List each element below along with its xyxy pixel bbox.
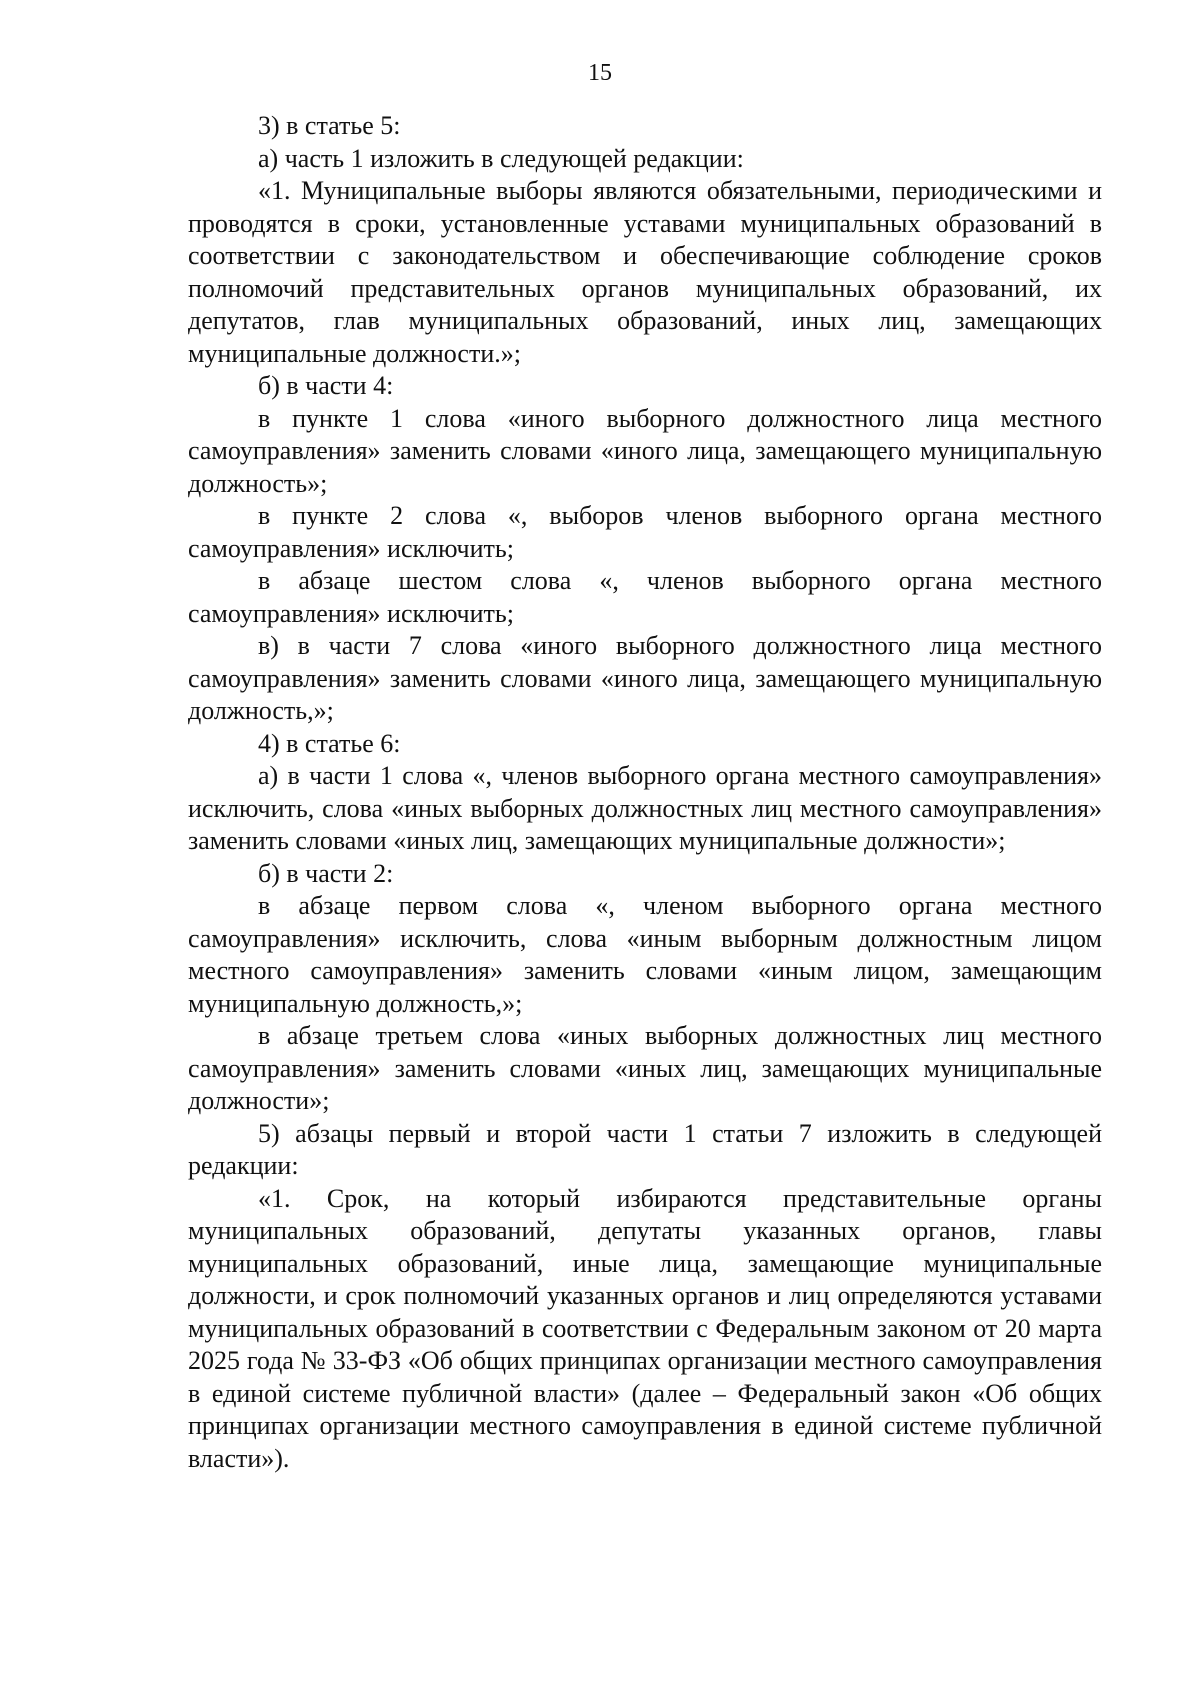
paragraph-article-6-part-a: а) в части 1 слова «, членов выборного органа местного самоуправления» исключить, слова «иных выборных должностных лиц местного самоуправления» заменить словами «иных лиц, замещающих муниципальные должности»; xyxy=(188,761,1102,855)
paragraph-article-6-first-subparagraph: в абзаце первом слова «, членом выборного органа местного самоуправления» исключить, слова «иным выборным должностным лицом местного самоуправления» заменить словами «иным лицом, замещающим муниципальную должность,»; xyxy=(188,891,1102,1018)
paragraph-article-5-new-part-1: «1. Муниципальные выборы являются обязательными, периодическими и проводятся в сроки, установленные уставами муниципальных образований в соответствии с законодательством и обеспечивающие соблюдение сроков полномочий представительных органов муниципальных образований, их депутатов, глав муниципальных образований, иных лиц, замещающих муниципальные должности.»; xyxy=(188,176,1102,368)
document-body xyxy=(188,110,1102,1475)
paragraph-article-5-heading: 3) в статье 5: xyxy=(258,111,401,140)
paragraph-article-6-part-b: б) в части 2: xyxy=(258,858,394,888)
paragraph-article-5-sixth-subparagraph: в абзаце шестом слова «, членов выборного органа местного самоуправления» исключить; xyxy=(188,566,1102,628)
paragraph-article-5-point-2: в пункте 2 слова «, выборов членов выборного органа местного самоуправления» исключить; xyxy=(188,501,1102,563)
paragraph-article-5-part-a: а) часть 1 изложить в следующей редакции: xyxy=(258,143,744,173)
paragraph-article-7-heading: 5) абзацы первый и второй части 1 статьи 7 изложить в следующей редакции: xyxy=(188,1118,1102,1180)
paragraph-article-5-part-v: в) в части 7 слова «иного выборного должностного лица местного самоуправления» заменить словами «иного лица, замещающего муниципальную должность,»; xyxy=(188,631,1102,725)
paragraph-article-6-third-subparagraph: в абзаце третьем слова «иных выборных должностных лиц местного самоуправления» заменить словами «иных лиц, замещающих муниципальные должности»; xyxy=(188,1021,1102,1115)
page-number: 15 xyxy=(588,60,612,86)
paragraph-article-5-point-1: в пункте 1 слова «иного выборного должностного лица местного самоуправления» заменить словами «иного лица, замещающего муниципальную должность»; xyxy=(188,403,1102,498)
paragraph-article-5-part-b: б) в части 4: xyxy=(258,371,394,400)
paragraph-article-6-heading: 4) в статье 6: xyxy=(258,728,401,758)
paragraph-article-7-new-part-1: «1. Срок, на который избираются представительные органы муниципальных образований, депутаты указанных органов, главы муниципальных образований, иные лица, замещающие муниципальные должности, и срок полномочий указанных органов и лиц определяются уставами муниципальных образований в соответствии с Федеральным законом от 20 марта 2025 года № 33-ФЗ «Об общих принципах организации местного самоуправления в единой системе публичной власти» (далее – Федеральный закон «Об общих принципах организации местного самоуправления в единой системе публичной власти»). xyxy=(188,1183,1102,1473)
